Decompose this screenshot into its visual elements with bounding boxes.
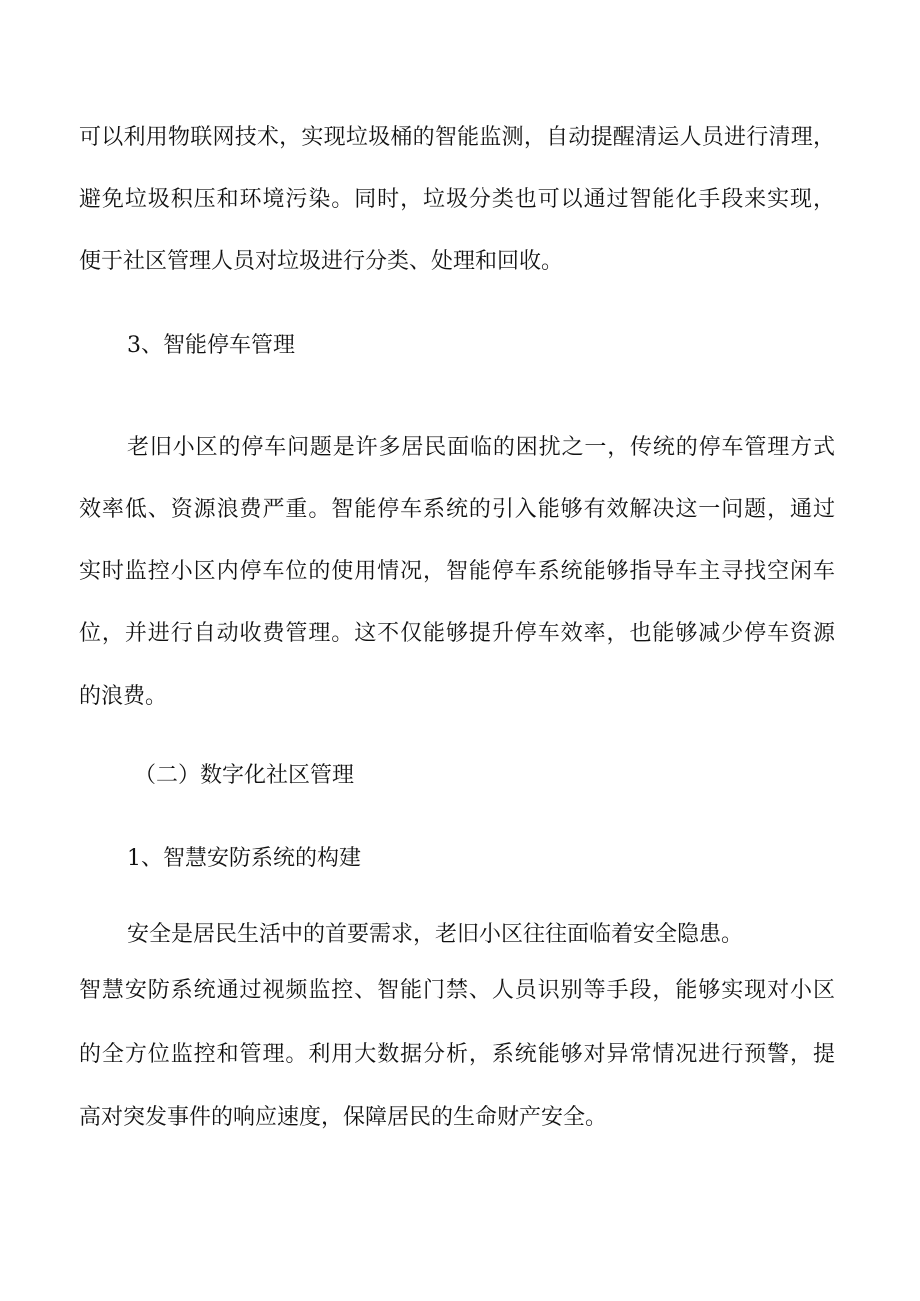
paragraph-1-line-1: 可以利用物联网技术，实现垃圾桶的智能监测，自动提醒清运人员进行清理， [79,125,835,150]
paragraph-3-line-2: 智慧安防系统通过视频监控、智能门禁、人员识别等手段，能够实现对小区 [79,978,835,1003]
section-heading-digital-community: （二）数字化社区管理 [134,763,355,788]
paragraph-1-line-2: 避免垃圾积压和环境污染。同时，垃圾分类也可以通过智能化手段来实现， [79,187,835,212]
paragraph-3-line-3: 的全方位监控和管理。利用大数据分析，系统能够对异常情况进行预警，提 [79,1042,835,1067]
paragraph-2-line-5: 的浪费。 [79,684,168,709]
paragraph-2-line-4: 位，并进行自动收费管理。这不仅能够提升停车效率，也能够减少停车资源 [79,621,835,646]
paragraph-2-line-3: 实时监控小区内停车位的使用情况，智能停车系统能够指导车主寻找空闲车 [79,559,835,584]
section-heading-smart-security: 1、智慧安防系统的构建 [127,846,361,871]
section-heading-smart-parking: 3、智能停车管理 [127,333,295,358]
paragraph-3-line-1: 安全是居民生活中的首要需求，老旧小区往往面临着安全隐患。 [127,922,744,947]
paragraph-3-line-4: 高对突发事件的响应速度，保障居民的生命财产安全。 [79,1105,608,1130]
paragraph-2-line-2: 效率低、资源浪费严重。智能停车系统的引入能够有效解决这一问题，通过 [79,497,835,522]
paragraph-1-line-3: 便于社区管理人员对垃圾进行分类、处理和回收。 [79,249,564,274]
paragraph-2-line-1: 老旧小区的停车问题是许多居民面临的困扰之一，传统的停车管理方式 [127,435,835,460]
